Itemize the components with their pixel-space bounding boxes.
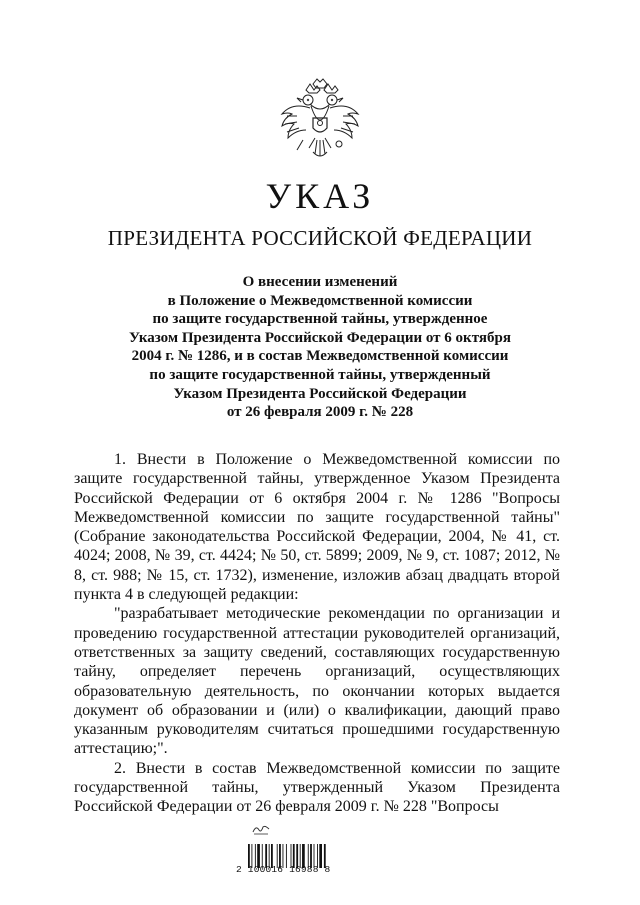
handwritten-mark-icon — [252, 824, 270, 836]
barcode-number: 2 100016 16988 8 — [236, 864, 331, 875]
heading-line: Указом Президента Российской Федерации — [173, 385, 467, 402]
heading-line: по защите государственной тайны, утвержденное — [152, 311, 488, 328]
heading-line: от 26 февраля 2009 г. № 228 — [226, 404, 414, 421]
paragraph-quote: "разрабатывает методические рекомендации по организации и проведению государственной аттестации руководителей организаций, ответственных за защиту сведений, составляющих государственную тайну, определяет перечень организаций, осуществляющих образовательную деятельность, по окончании которых выдается документ об образовании и (или) о квалификации, дающий право указанным руководителям считаться прошедшими государственную аттестацию;". — [74, 605, 560, 758]
heading-line: в Положение о Межведомственной комиссии — [167, 292, 473, 309]
decree-heading — [60, 273, 580, 422]
paragraph-1: 1. Внести в Положение о Межведомственной комиссии по защите государственной тайны, утвержденное Указом Президента Российской Федерации от 6 октября 2004 г. № 1286 "Вопросы Межведомственной комиссии по защите государственной тайны" (Собрание законодательства Российской Федерации, 2004, № 41, ст. 4024; 2008, № 39, ст. 4424; № 50, ст. 5899; 2009, № 9, ст. 1087; 2012, № 8, ст. 988; № 15, ст. 1732), изменение, изложив абзац двадцать второй пункта 4 в следующей редакции: — [74, 451, 560, 604]
document-title: УКАЗ — [265, 176, 375, 216]
document-subtitle: ПРЕЗИДЕНТА РОССИЙСКОЙ ФЕДЕРАЦИИ — [107, 226, 533, 250]
coat-of-arms-icon — [275, 78, 365, 164]
heading-line: Указом Президента Российской Федерации от 6 октября — [129, 329, 511, 346]
decree-body — [74, 450, 560, 817]
heading-line: О внесении изменений — [242, 274, 398, 290]
heading-line: 2004 г. № 1286, и в состав Межведомственной комиссии — [131, 348, 509, 365]
paragraph-2: 2. Внести в состав Межведомственной комиссии по защите государственной тайны, утвержденный Указом Президента Российской Федерации от 26 февраля 2009 г. № 228 "Вопросы — [74, 759, 560, 816]
heading-line: по защите государственной тайны, утвержденный — [149, 366, 491, 383]
